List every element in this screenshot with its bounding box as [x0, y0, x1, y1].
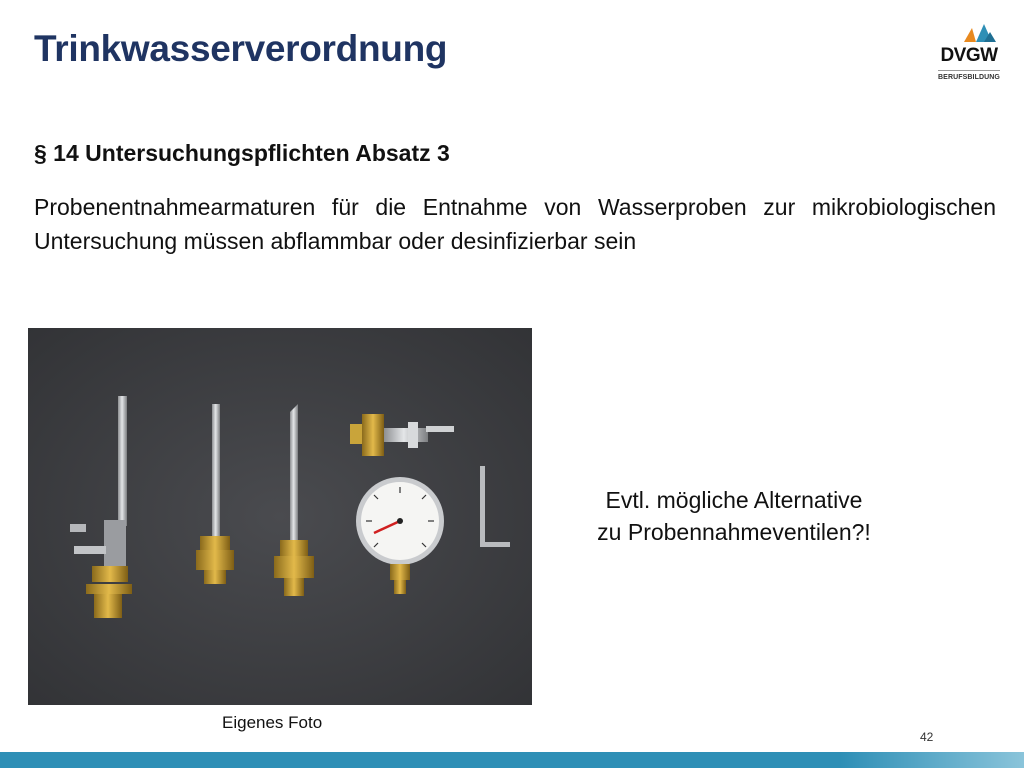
logo-subtitle: BERUFSBILDUNG [938, 74, 1000, 81]
footer-bar-fade [840, 752, 1024, 768]
slide-title: Trinkwasserverordnung [34, 28, 448, 69]
equipment-photo [28, 328, 532, 705]
body-paragraph: Probenentnahmearmaturen für die Entnahme von Wasserproben zur mikrobiologischen Untersuchung müssen abflammbar oder desinfizierbar sein [34, 194, 996, 254]
alternative-callout [548, 484, 920, 548]
section-heading: § 14 Untersuchungspflichten Absatz 3 [34, 140, 450, 166]
photo-caption: Eigenes Foto [222, 713, 323, 732]
page-number: 42 [920, 730, 934, 744]
logo-divider [938, 70, 1000, 71]
dvgw-logo-mark-icon [936, 22, 1002, 46]
logo-text: DVGW [940, 45, 998, 66]
callout-line-1: Evtl. mögliche Alternative [605, 487, 863, 513]
dvgw-logo [936, 22, 1002, 88]
callout-line-2: zu Probennahmeventilen?! [597, 519, 871, 545]
